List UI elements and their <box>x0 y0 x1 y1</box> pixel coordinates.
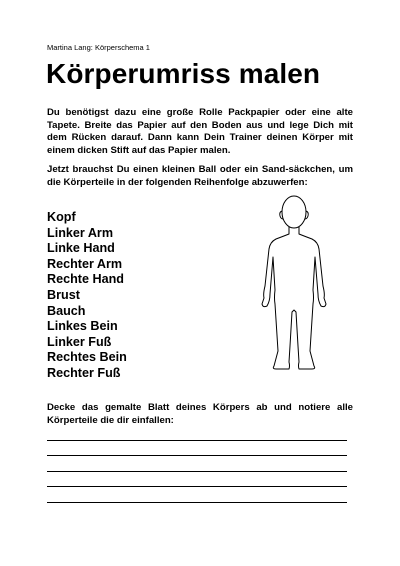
writing-lines <box>47 425 347 503</box>
body-part-item: Linker Fuß <box>47 334 112 349</box>
writing-line[interactable] <box>47 441 347 457</box>
body-part-item: Linke Hand <box>47 241 115 256</box>
writing-line[interactable] <box>47 456 347 472</box>
body-part-item: Brust <box>47 287 80 302</box>
body-part-item: Rechte Hand <box>47 272 124 287</box>
body-part-item: Rechter Arm <box>47 256 123 271</box>
writing-line[interactable] <box>47 425 347 441</box>
body-part-item: Kopf <box>47 210 76 224</box>
instruction-paragraph-3: Decke das gemalte Blatt deines Körpers ab und notiere alle Körperteile die dir einfallen: <box>47 402 353 426</box>
body-part-item: Linkes Bein <box>47 319 118 334</box>
page-title: Körperumriss malen <box>46 58 321 89</box>
body-part-item: Rechter Fuß <box>47 365 121 380</box>
writing-line[interactable] <box>47 472 347 488</box>
body-outline-figure <box>254 194 334 394</box>
body-parts-list <box>47 210 127 382</box>
body-part-item: Bauch <box>47 303 86 318</box>
body-part-item: Linker Arm <box>47 225 114 240</box>
instruction-paragraph-2: Jetzt brauchst Du einen kleinen Ball oder ein Sand-säckchen, um die Körperteile in der folgenden Reihenfolge abzuwerfen: <box>47 164 353 188</box>
body-part-item: Rechtes Bein <box>47 350 127 365</box>
instruction-paragraph-1: Du benötigst dazu eine große Rolle Packpapier oder eine alte Tapete. Breite das Papier auf den Boden aus und lege Dich mit dem Rücken darauf. Dann kann Dein Trainer deinen Körper mit einem dicken Stift auf das Papier malen. <box>47 107 353 156</box>
writing-line[interactable] <box>47 487 347 503</box>
page-header: Martina Lang: Körperschema 1 <box>47 43 150 52</box>
